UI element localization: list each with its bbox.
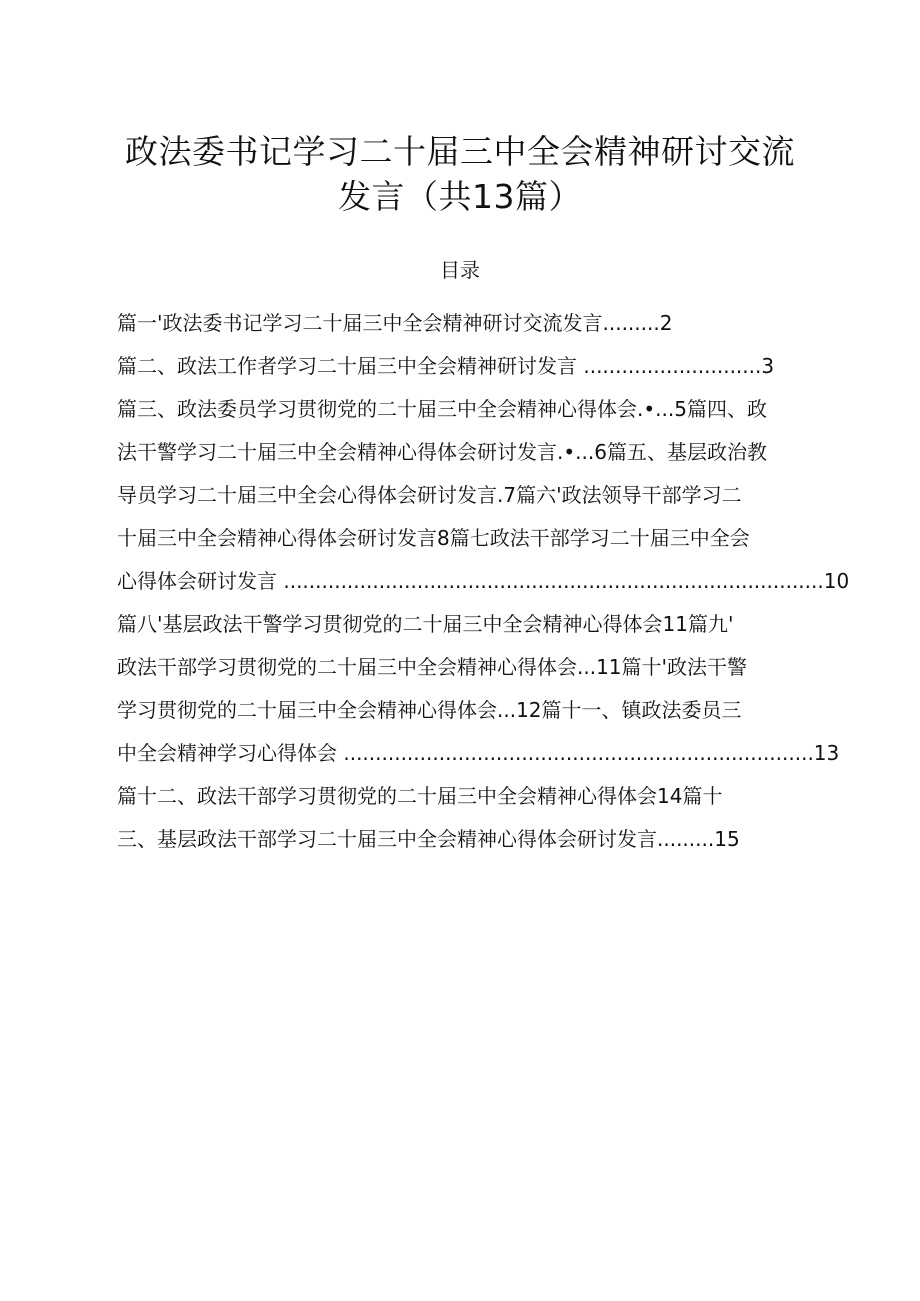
toc-line: 导员学习二十届三中全会心得体会研讨发言.7篇六'政法领导干部学习二 — [117, 483, 742, 507]
toc-line: 篇十二、政法干部学习贯彻党的二十届三中全会精神心得体会14篇十 — [117, 784, 723, 808]
toc-line: 篇八'基层政法干警学习贯彻党的二十届三中全会精神心得体会11篇九' — [117, 612, 734, 636]
toc-line: 篇一'政法委书记学习二十届三中全会精神研讨交流发言.........2 — [117, 311, 673, 335]
toc-line: 中全会精神学习心得体会 ..........................................................................13 — [117, 741, 840, 765]
toc-line: 政法干部学习贯彻党的二十届三中全会精神心得体会...11篇十'政法干警 — [117, 655, 748, 679]
toc-line: 三、基层政法干部学习二十届三中全会精神心得体会研讨发言.........15 — [117, 827, 740, 851]
document-title-line-1: 政法委书记学习二十届三中全会精神研讨交流 — [125, 132, 795, 171]
document-title-line-2: 发言（共13篇） — [338, 177, 582, 216]
toc-line: 法干警学习二十届三中全会精神心得体会研讨发言.•...6篇五、基层政治教 — [117, 440, 767, 464]
toc-line: 学习贯彻党的二十届三中全会精神心得体会...12篇十一、镇政法委员三 — [117, 698, 742, 722]
toc-line: 篇三、政法委员学习贯彻党的二十届三中全会精神心得体会.•...5篇四、政 — [117, 397, 767, 421]
toc-line: 篇二、政法工作者学习二十届三中全会精神研讨发言 ............................3 — [117, 354, 775, 378]
toc-line: 十届三中全会精神心得体会研讨发言8篇七政法干部学习二十届三中全会 — [117, 526, 750, 550]
toc-line: 心得体会研讨发言 .....................................................................................10 — [117, 569, 850, 593]
table-of-contents — [117, 305, 857, 864]
toc-heading: 目录 — [440, 258, 480, 282]
